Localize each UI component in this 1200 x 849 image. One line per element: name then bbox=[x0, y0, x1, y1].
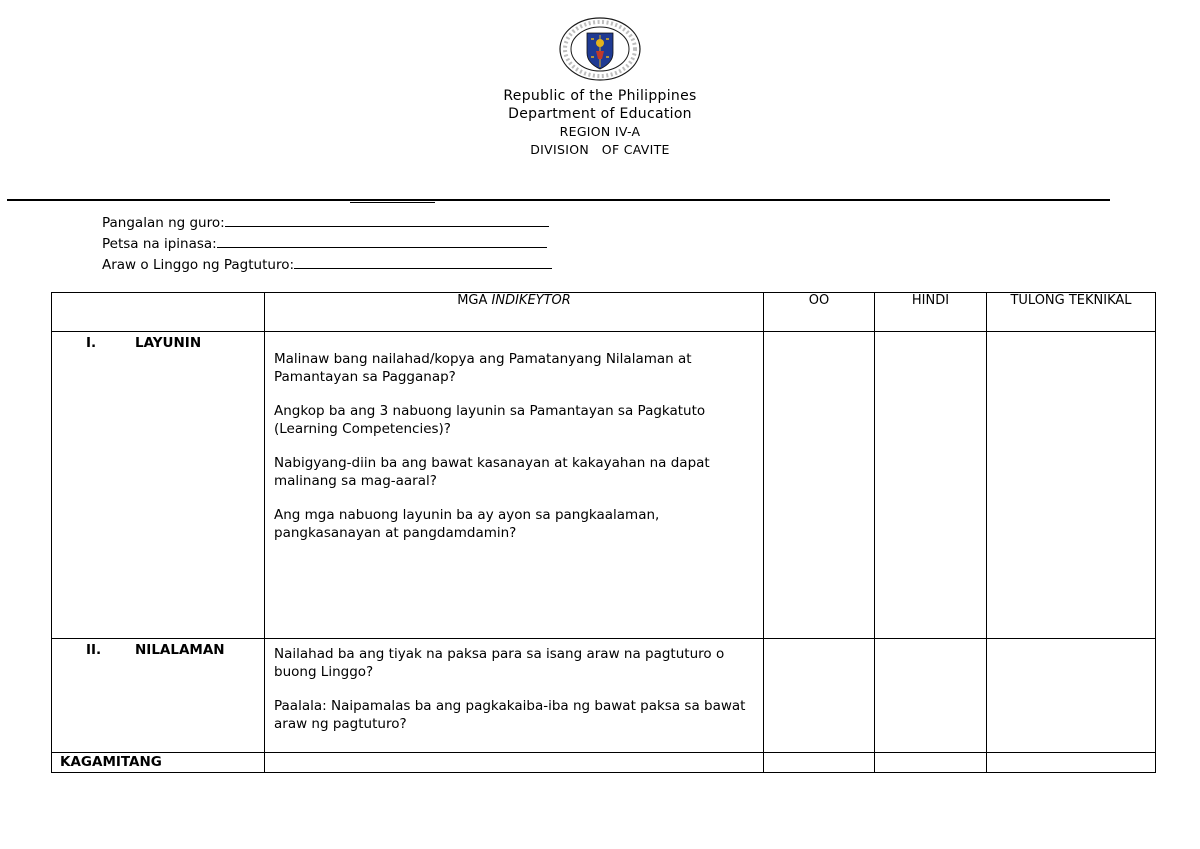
indicators-cell bbox=[265, 753, 764, 773]
letterhead bbox=[0, 88, 1200, 158]
table-row bbox=[52, 332, 1156, 639]
table-row bbox=[52, 639, 1156, 753]
technical-help-cell[interactable] bbox=[987, 332, 1156, 639]
teacher-name-label: Pangalan ng guro: bbox=[102, 215, 225, 231]
header-region: REGION IV-A bbox=[559, 124, 641, 139]
yes-cell[interactable] bbox=[764, 753, 875, 773]
header-no: HINDI bbox=[875, 293, 987, 332]
header-republic: Republic of the Philippines bbox=[503, 88, 697, 104]
yes-cell[interactable] bbox=[764, 639, 875, 753]
section-label-nilalaman: II. NILALAMAN bbox=[52, 639, 265, 753]
yes-cell[interactable] bbox=[764, 332, 875, 639]
no-cell[interactable] bbox=[875, 753, 987, 773]
indicator-item: Paalala: Naipamalas ba ang pagkakaiba-iba ng bawat paksa sa bawat araw ng pagtuturo? bbox=[274, 698, 746, 732]
header-section-cell bbox=[52, 293, 265, 332]
technical-help-cell[interactable] bbox=[987, 639, 1156, 753]
no-cell[interactable] bbox=[875, 639, 987, 753]
indicators-cell bbox=[265, 639, 764, 753]
teacher-name-field[interactable] bbox=[225, 212, 549, 227]
indicators-cell bbox=[265, 332, 764, 639]
teaching-day-field[interactable] bbox=[294, 254, 552, 269]
technical-help-cell[interactable] bbox=[987, 753, 1156, 773]
table-header-row bbox=[52, 293, 1156, 332]
indicator-item: Nabigyang-diin ba ang bawat kasanayan at kakayahan na dapat malinang sa mag-aaral? bbox=[274, 455, 710, 489]
deped-seal-icon bbox=[558, 17, 642, 81]
indicator-item: Nailahad ba ang tiyak na paksa para sa isang araw na pagtuturo o buong Linggo? bbox=[274, 646, 725, 680]
header-technical-help: TULONG TEKNIKAL bbox=[987, 293, 1156, 332]
header-yes: OO bbox=[764, 293, 875, 332]
indicator-table bbox=[51, 292, 1156, 773]
submission-date-field[interactable] bbox=[217, 233, 547, 248]
header-divider-accent bbox=[350, 202, 435, 203]
indicator-item: Malinaw bang nailahad/kopya ang Pamatanyang Nilalaman at Pamantayan sa Pagganap? bbox=[274, 351, 692, 385]
header-division: DIVISION OF CAVITE bbox=[530, 141, 670, 157]
no-cell[interactable] bbox=[875, 332, 987, 639]
teaching-day-label: Araw o Linggo ng Pagtuturo: bbox=[102, 257, 295, 273]
table-row bbox=[52, 753, 1156, 773]
teacher-info-form bbox=[102, 212, 552, 275]
header-department: Department of Education bbox=[508, 105, 692, 122]
section-label-layunin: I. LAYUNIN bbox=[52, 332, 265, 639]
header-indicators: MGA INDIKEYTOR bbox=[265, 293, 764, 332]
indicator-item: Ang mga nabuong layunin ba ay ayon sa pangkaalaman, pangkasanayan at pangdamdamin? bbox=[274, 507, 660, 541]
submission-date-label: Petsa na ipinasa: bbox=[102, 236, 217, 252]
header-divider bbox=[7, 199, 1110, 201]
indicator-item: Angkop ba ang 3 nabuong layunin sa Pamantayan sa Pagkatuto (Learning Competencies)? bbox=[274, 403, 706, 437]
section-label-kagamitang: KAGAMITANG bbox=[52, 753, 265, 773]
